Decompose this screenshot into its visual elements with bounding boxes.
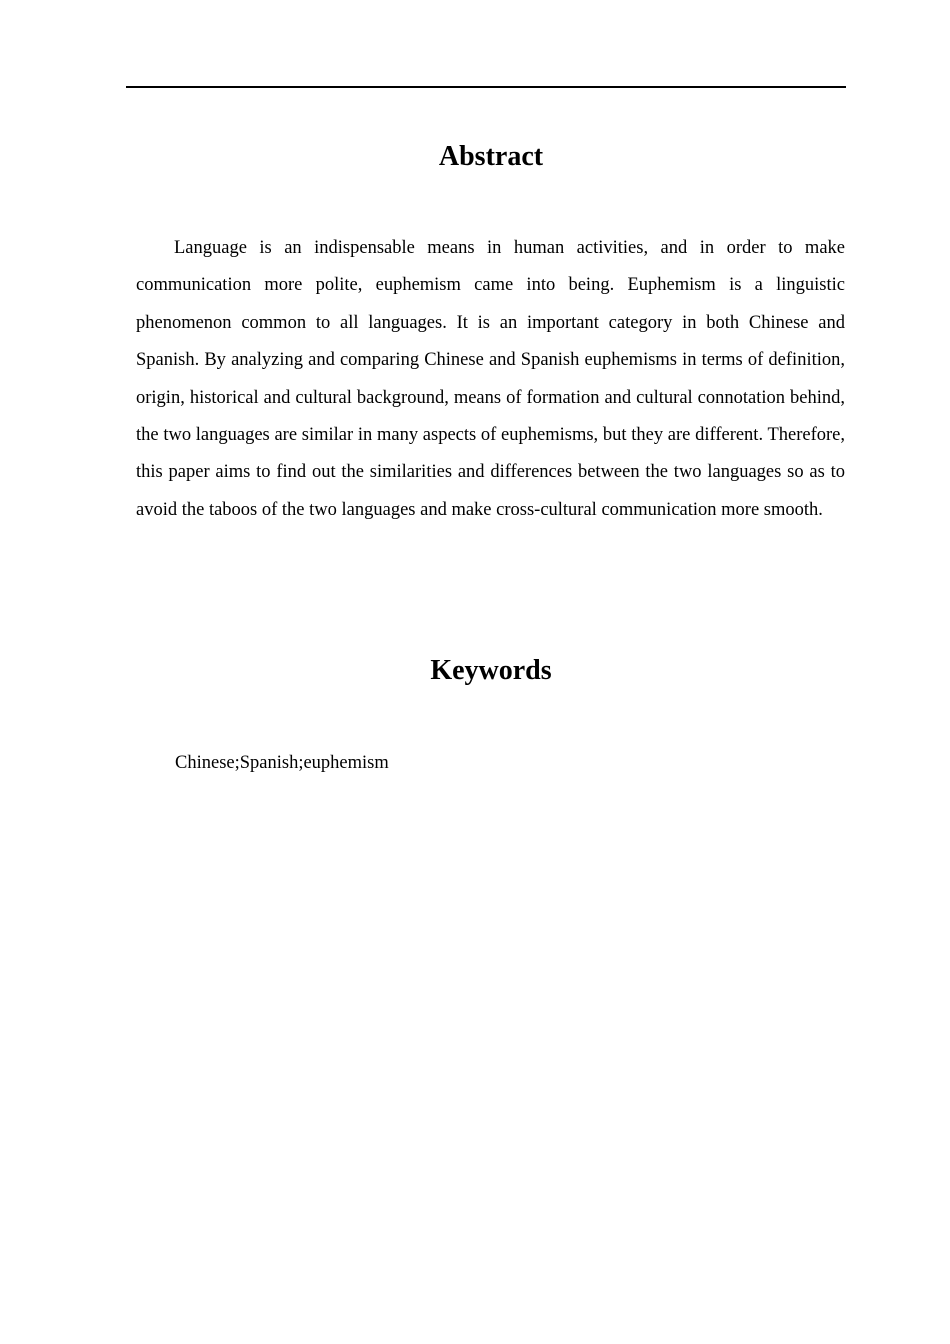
abstract-title: Abstract (438, 141, 544, 172)
keywords-body: Chinese;Spanish;euphemism (175, 753, 389, 773)
keywords-title: Keywords (430, 655, 552, 686)
abstract-body: Language is an indispensable means in human activities, and in order to make communication more polite, euphemism came into being. Euphemism is a linguistic phenomenon common to all languages. It is an important category in both Chinese and Spanish. By analyzing and comparing Chinese and Spanish euphemisms in terms of definition, origin, historical and cultural background, means of formation and cultural connotation behind, the two languages are similar in many aspects of euphemisms, but they are different. Therefore, this paper aims to find out the similarities and differences between the two languages so as to avoid the taboos of the two languages and make cross-cultural communication more smooth. (136, 238, 845, 520)
header-rule (126, 86, 846, 88)
